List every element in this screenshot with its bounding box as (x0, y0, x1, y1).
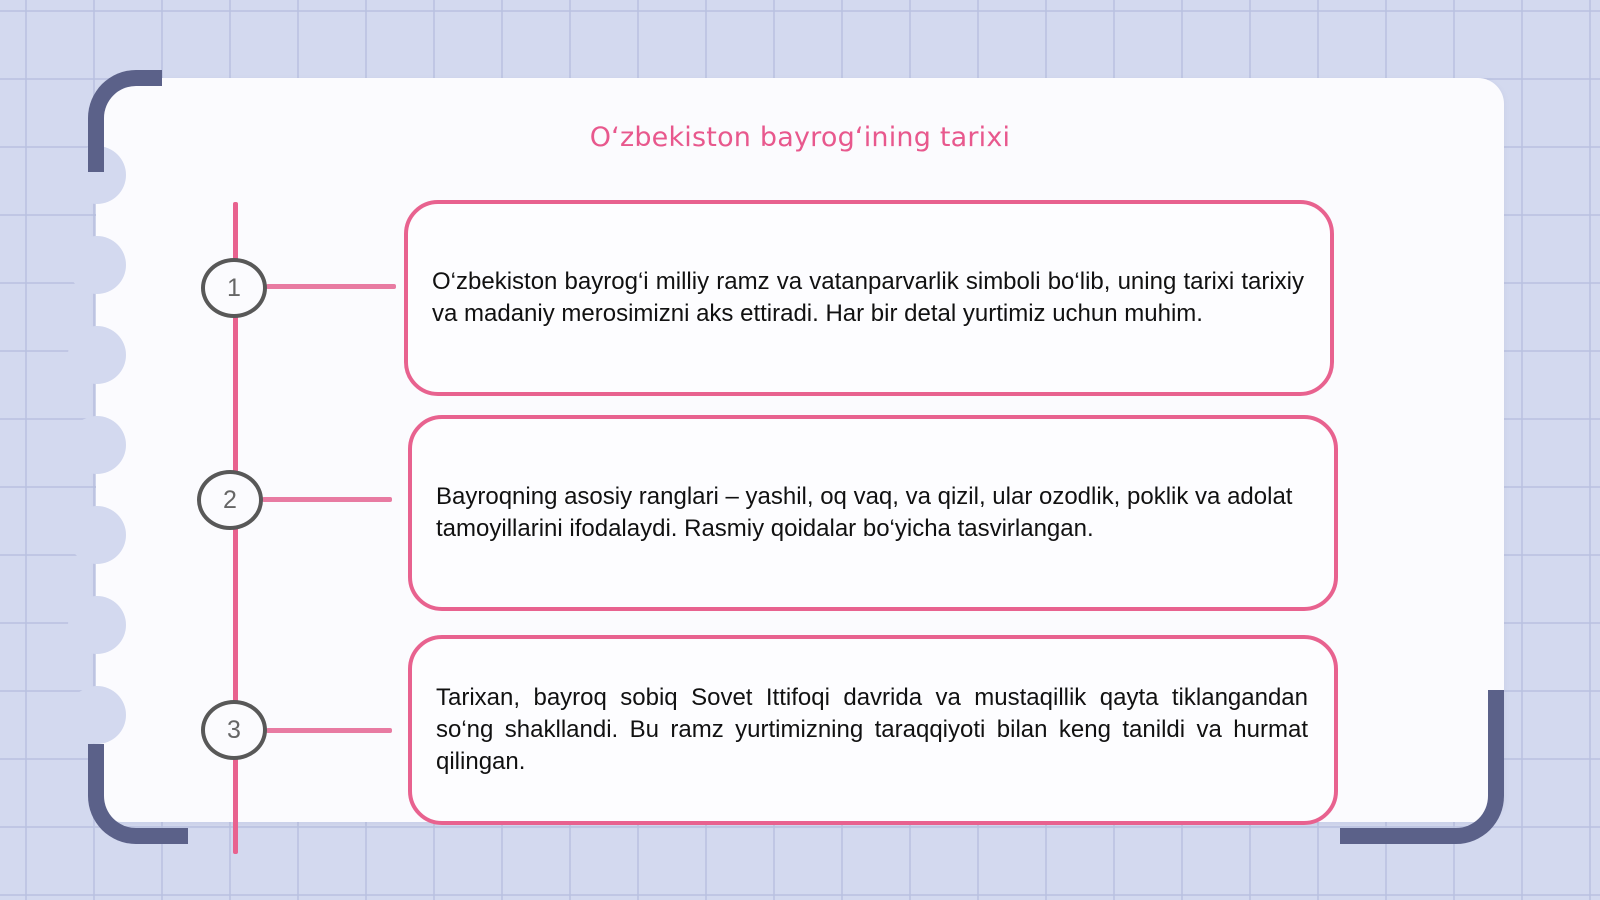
paper-edge-notch (68, 686, 126, 744)
step-number-3: 3 (201, 700, 267, 760)
step-text-2: Bayroqning asosiy ranglari – yashil, oq vaq, va qizil, ular ozodlik, poklik va adolat tamoyillarini ifodalaydi. Rasmiy qoidalar bo‘yicha tasvirlangan. (436, 483, 1293, 542)
timeline-connector-2 (262, 497, 392, 502)
step-card-1 (404, 200, 1334, 396)
paper-edge-notch (68, 506, 126, 564)
timeline-connector-3 (266, 728, 392, 733)
step-text-3: Tarixan, bayroq sobiq Sovet Ittifoqi davrida va mustaqillik qayta tiklangandan so‘ng shakllandi. Bu ramz yurtimizning taraqqiyoti bilan keng tanildi va hurmat qilingan. (436, 684, 1308, 775)
corner-bracket-bottom-left (88, 744, 188, 844)
timeline-connector-1 (266, 284, 396, 289)
step-number-1: 1 (201, 258, 267, 318)
paper-edge-notch (68, 416, 126, 474)
corner-bracket-bottom-right (1340, 690, 1504, 844)
step-card-2 (408, 415, 1338, 611)
slide-title: O‘zbekiston bayrog‘ining tarixi (589, 122, 1011, 153)
step-card-3 (408, 635, 1338, 825)
corner-bracket-top-left (88, 70, 162, 172)
paper-edge-notch (68, 596, 126, 654)
step-number-2: 2 (197, 470, 263, 530)
paper-edge-notch (68, 326, 126, 384)
step-text-1: O‘zbekiston bayrog‘i milliy ramz va vatanparvarlik simboli bo‘lib, uning tarixi tarixiy va madaniy merosimizni aks ettiradi. Har bir detal yurtimiz uchun muhim. (432, 268, 1304, 327)
paper-edge-notch (68, 236, 126, 294)
